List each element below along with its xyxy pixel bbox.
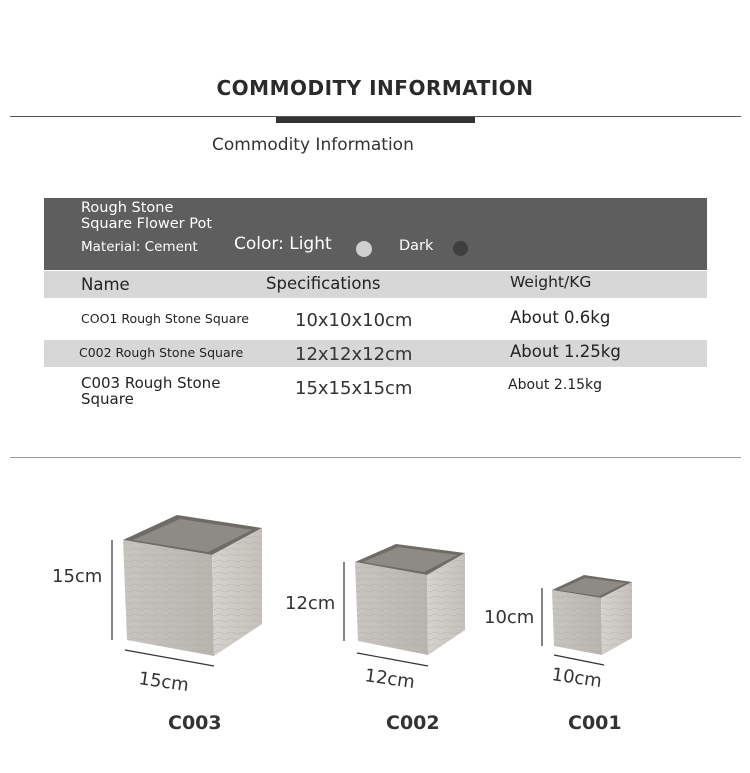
page-subtitle: Commodity Information [212, 135, 414, 155]
pot-c001-width-label: 10cm [550, 664, 604, 692]
color-light-label: Color: Light [234, 234, 332, 254]
table-row-1-spec: 10x10x10cm [295, 310, 413, 331]
pot-c001 [484, 575, 632, 734]
column-header-name: Name [81, 275, 130, 294]
pot-c003-width-label: 15cm [137, 668, 191, 696]
table-row-1-name: COO1 Rough Stone Square [81, 311, 249, 326]
pot-c001-code: C001 [568, 712, 622, 734]
page-title: COMMODITY INFORMATION [216, 76, 534, 100]
product-material: Material: Cement [81, 239, 198, 255]
pot-c002-width-label: 12cm [363, 665, 417, 693]
column-header-specifications: Specifications [266, 274, 381, 293]
table-row-2-weight: About 1.25kg [510, 342, 621, 361]
table-row-1-weight: About 0.6kg [510, 308, 611, 327]
light-color-swatch[interactable] [356, 241, 372, 257]
pot-c002-code: C002 [386, 712, 440, 734]
pot-c002 [285, 544, 465, 734]
table-row-3-spec: 15x15x15cm [295, 378, 413, 399]
column-header-weight: Weight/KG [510, 273, 592, 291]
pot-size-illustration [0, 470, 750, 765]
table-row-3-name-line1: C003 Rough Stone [81, 374, 221, 392]
pot-c003 [52, 515, 262, 734]
product-name-line2: Square Flower Pot [81, 216, 213, 232]
product-name-line1: Rough Stone [81, 200, 174, 216]
dark-color-swatch[interactable] [453, 241, 468, 256]
header-accent-bar [276, 117, 475, 123]
table-row-2-name: C002 Rough Stone Square [79, 345, 244, 360]
pot-c002-height-label: 12cm [285, 593, 336, 614]
section-divider [10, 457, 741, 458]
pot-c003-code: C003 [168, 712, 222, 734]
pot-c001-height-label: 10cm [484, 607, 535, 628]
table-row-3-weight: About 2.15kg [508, 377, 603, 393]
pot-c003-height-label: 15cm [52, 566, 103, 587]
table-row-3-name-line2: Square [81, 390, 134, 408]
color-dark-label: Dark [399, 238, 434, 254]
table-row-2-spec: 12x12x12cm [295, 344, 413, 365]
